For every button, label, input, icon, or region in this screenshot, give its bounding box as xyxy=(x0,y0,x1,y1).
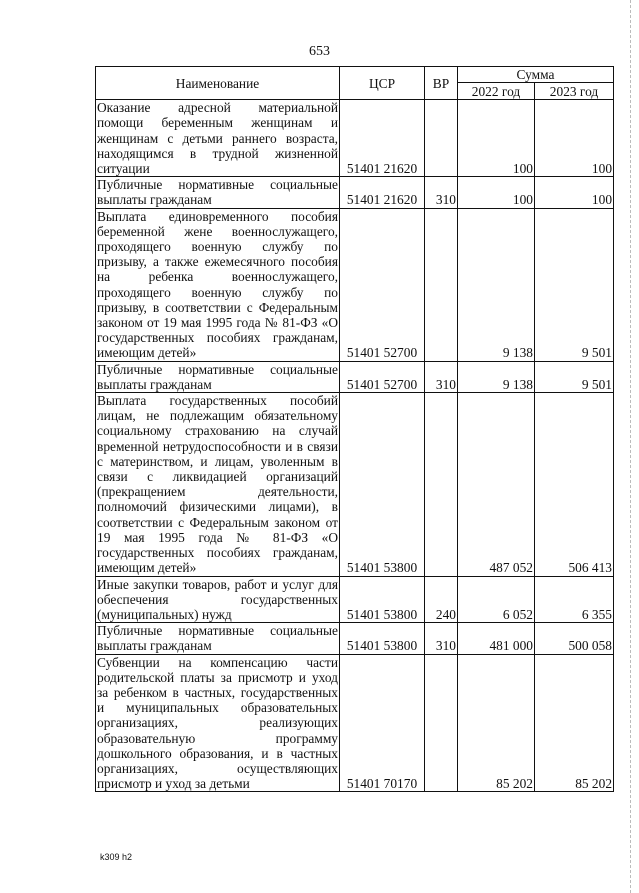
row-name: Выплата государственных пособий лицам, не подлежащим обязательному социальному страхованию на случай временной нетрудоспособности и в связи с материнством, и лицам, уволенным в связи с ликвидацией организаций (прекращением деятельности, полномочий физическими лицами), в соответствии с Федеральным законом от 19 мая 1995 года № 81-ФЗ «О государственных пособиях гражданам, имеющим детей» xyxy=(97,393,338,576)
row-name: Иные закупки товаров, работ и услуг для обеспечения государственных (муниципальных) нужд xyxy=(97,576,338,622)
row-sum-2022: 100 xyxy=(458,100,535,177)
table-row xyxy=(96,177,614,208)
row-sum-2022: 9 138 xyxy=(458,361,535,392)
table-row xyxy=(96,623,614,654)
row-csr: 51401 53800 xyxy=(340,393,425,576)
row-vr xyxy=(425,654,458,792)
row-name: Публичные нормативные социальные выплаты гражданам xyxy=(97,361,338,392)
row-sum-2022: 85 202 xyxy=(458,654,535,792)
row-sum-2022: 487 052 xyxy=(458,393,535,576)
row-sum-2022: 481 000 xyxy=(458,623,535,654)
row-name: Субвенции на компенсацию части родительской платы за присмотр и уход за ребенком в частных, государственных и муниципальных образовательных организациях, реализующих образовательную программу дошкольного образования, и в частных организациях, осуществляющих присмотр и уход за детьми xyxy=(97,654,338,792)
table-row xyxy=(96,393,614,576)
scan-edge-line xyxy=(630,0,631,893)
row-vr: 310 xyxy=(425,177,458,208)
row-sum-2022: 9 138 xyxy=(458,208,535,361)
row-vr xyxy=(425,208,458,361)
row-vr xyxy=(425,100,458,177)
row-sum-2023: 100 xyxy=(535,177,614,208)
row-csr: 51401 53800 xyxy=(340,576,425,623)
header-year-2022: 2022 год xyxy=(458,83,535,100)
header-vr: ВР xyxy=(425,67,458,100)
row-sum-2023: 100 xyxy=(535,100,614,177)
row-csr: 51401 21620 xyxy=(340,100,425,177)
table-row xyxy=(96,208,614,361)
row-name: Оказание адресной материальной помощи беременным женщинам и женщинам с детьми раннего возраста, находящимся в трудной жизненной ситуации xyxy=(97,100,338,177)
row-sum-2023: 500 058 xyxy=(535,623,614,654)
row-sum-2023: 9 501 xyxy=(535,361,614,392)
header-sum: Сумма xyxy=(458,67,614,83)
row-name: Публичные нормативные социальные выплаты гражданам xyxy=(97,177,338,208)
row-vr: 240 xyxy=(425,576,458,623)
page-number: 653 xyxy=(309,44,330,59)
header-name: Наименование xyxy=(96,67,340,100)
budget-table xyxy=(95,66,614,792)
table-row xyxy=(96,576,614,623)
header-year-2023: 2023 год xyxy=(535,83,614,100)
row-sum-2023: 85 202 xyxy=(535,654,614,792)
row-name: Выплата единовременного пособия беременной жене военнослужащего, проходящего военную службу по призыву, а также ежемесячного пособия на ребенка военнослужащего, проходящего военную службу по призыву, в соответствии с Федеральным законом от 19 мая 1995 года № 81-ФЗ «О государственных пособиях гражданам, имеющим детей» xyxy=(97,208,338,361)
row-vr: 310 xyxy=(425,361,458,392)
row-name: Публичные нормативные социальные выплаты гражданам xyxy=(97,623,338,654)
row-vr xyxy=(425,393,458,576)
header-csr: ЦСР xyxy=(340,67,425,100)
row-csr: 51401 21620 xyxy=(340,177,425,208)
row-sum-2023: 506 413 xyxy=(535,393,614,576)
row-csr: 51401 53800 xyxy=(340,623,425,654)
footer-code: k309 h2 xyxy=(100,852,133,862)
row-sum-2023: 9 501 xyxy=(535,208,614,361)
row-sum-2023: 6 355 xyxy=(535,576,614,623)
row-vr: 310 xyxy=(425,623,458,654)
row-sum-2022: 100 xyxy=(458,177,535,208)
table-row xyxy=(96,100,614,177)
table-row xyxy=(96,654,614,792)
row-csr: 51401 52700 xyxy=(340,208,425,361)
row-csr: 51401 52700 xyxy=(340,361,425,392)
table-row xyxy=(96,361,614,392)
row-sum-2022: 6 052 xyxy=(458,576,535,623)
row-csr: 51401 70170 xyxy=(340,654,425,792)
